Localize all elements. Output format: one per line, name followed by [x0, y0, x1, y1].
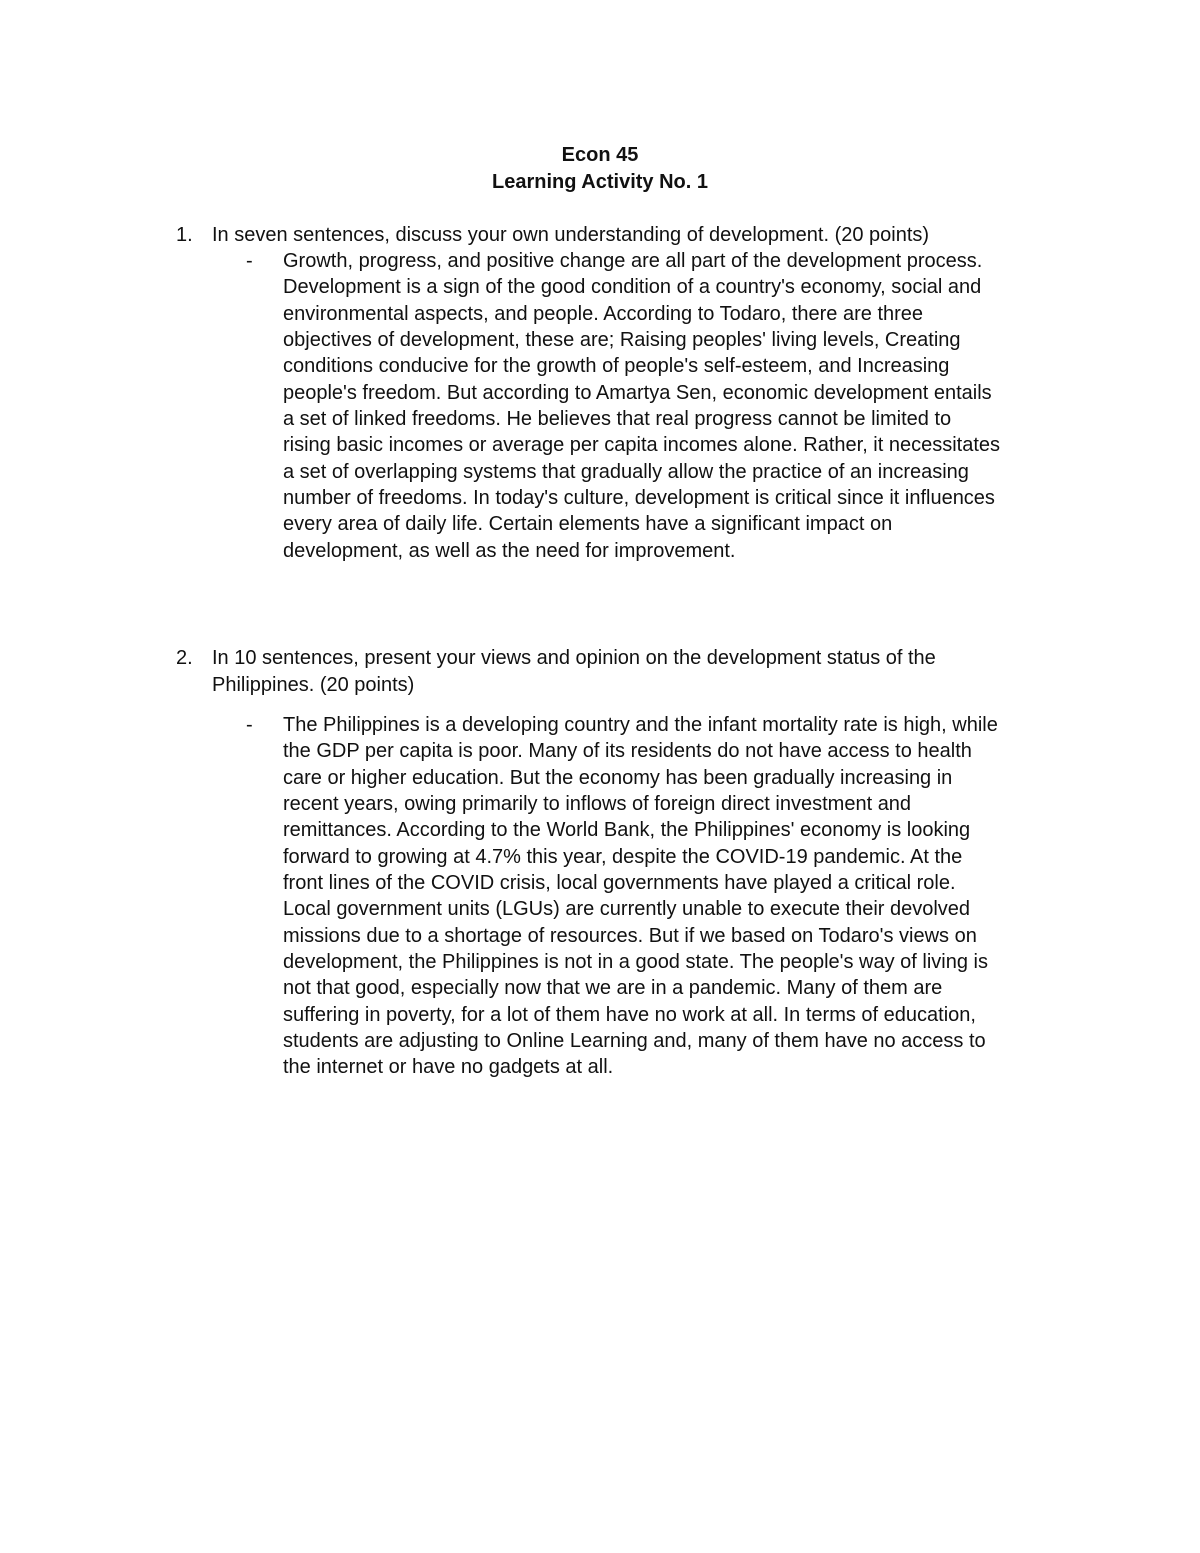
answer-bullet-marker: - [246, 250, 253, 272]
answer-text [283, 248, 1076, 564]
answer-line: care or higher education. But the economy has been gradually increasing in [283, 766, 953, 789]
answer-line: The Philippines is a developing country and the infant mortality rate is high, while [283, 714, 998, 736]
question-1 [176, 222, 1026, 249]
answer-line: the internet or have no gadgets at all. [283, 1056, 614, 1079]
answer-line: forward to growing at 4.7% this year, despite the COVID-19 pandemic. At the [283, 845, 963, 868]
prompt-line: In 10 sentences, present your views and opinion on the development status of the [212, 647, 936, 669]
answer-line: students are adjusting to Online Learning and, many of them have no access to [283, 1030, 986, 1053]
answer-line: missions due to a shortage of resources. But if we based on Todaro's views on [283, 924, 977, 947]
answer-line: Development is a sign of the good condition of a country's economy, social and [283, 276, 982, 299]
answer-line: Local government units (LGUs) are currently unable to execute their devolved [283, 898, 971, 921]
answer-bullet-marker: - [246, 714, 253, 736]
answer-line: front lines of the COVID crisis, local governments have played a critical role. [283, 872, 956, 895]
answer-line: the GDP per capita is poor. Many of its residents do not have access to health [283, 740, 972, 763]
answer-text [283, 712, 1076, 1081]
answer-line: rising basic incomes or average per capita incomes alone. Rather, it necessitates [283, 434, 1001, 457]
prompt-line: Philippines. (20 points) [212, 673, 415, 696]
answer-line: recent years, owing primarily to inflows of foreign direct investment and [283, 793, 912, 816]
prompt-line: In seven sentences, discuss your own understanding of development. (20 points) [212, 224, 930, 246]
answer-line: development, as well as the need for improvement. [283, 539, 736, 562]
answer-line: conditions conducive for the growth of people's self-esteem, and Increasing [283, 355, 950, 378]
answer-line: number of freedoms. In today's culture, development is critical since it influences [283, 487, 995, 510]
question-prompt [212, 645, 1026, 698]
answer-1 [246, 248, 1076, 564]
answer-line: Growth, progress, and positive change are all part of the development process. [283, 250, 983, 272]
question-number: 1. [176, 224, 193, 246]
document-subtitle: Learning Activity No. 1 [492, 171, 708, 193]
answer-2 [246, 712, 1076, 1081]
answer-line: development, the Philippines is not in a good state. The people's way of living is [283, 951, 988, 974]
answer-line: people's freedom. But according to Amartya Sen, economic development entails [283, 381, 992, 404]
answer-line: objectives of development, these are; Raising peoples' living levels, Creating [283, 329, 961, 352]
document-title: Econ 45 [561, 144, 639, 166]
answer-line: not that good, especially now that we are in a pandemic. Many of them are [283, 977, 943, 1000]
answer-line: a set of linked freedoms. He believes that real progress cannot be limited to [283, 408, 952, 431]
question-2 [176, 645, 1026, 698]
answer-line: every area of daily life. Certain elements have a significant impact on [283, 513, 893, 536]
answer-line: suffering in poverty, for a lot of them have no work at all. In terms of education, [283, 1003, 976, 1026]
question-prompt [212, 222, 1026, 249]
document-header [0, 142, 1200, 196]
answer-line: a set of overlapping systems that gradually allow the practice of an increasing [283, 460, 969, 483]
answer-line: remittances. According to the World Bank, the Philippines' economy is looking [283, 819, 971, 842]
answer-line: environmental aspects, and people. According to Todaro, there are three [283, 302, 924, 325]
question-number: 2. [176, 647, 193, 669]
